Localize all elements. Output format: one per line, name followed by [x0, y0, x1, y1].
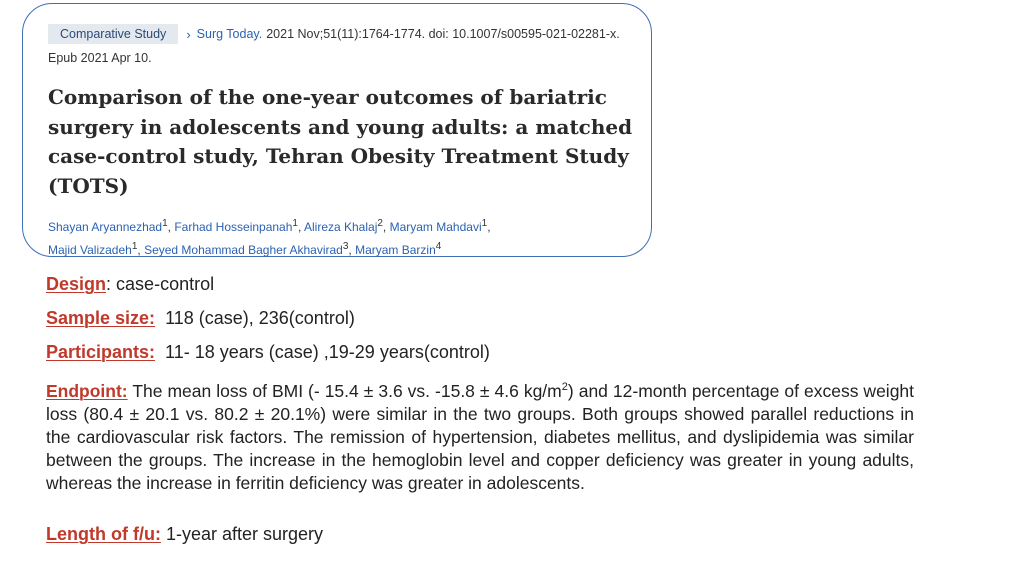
sample-size-row — [46, 308, 355, 329]
participants-label: Participants: — [46, 342, 156, 362]
author-link[interactable]: Majid Valizadeh — [48, 243, 132, 257]
article-type-badge[interactable]: Comparative Study — [48, 24, 178, 44]
affiliation-number[interactable]: 2 — [377, 218, 383, 229]
affiliation-number[interactable]: 1 — [481, 218, 488, 229]
followup-row — [46, 524, 323, 545]
endpoint-text-start: The mean loss of BMI (- 15.4 ± 3.6 vs. -15.8 ± 4.6 kg/m — [132, 380, 562, 401]
sample-size-value: 118 (case), 236(control) — [165, 308, 355, 328]
author-item — [304, 220, 383, 234]
endpoint-row — [46, 376, 914, 495]
affiliation-number[interactable]: 3 — [342, 241, 349, 252]
author-item — [174, 220, 298, 234]
followup-label: Length of f/u: — [46, 524, 161, 544]
citation-meta — [48, 24, 620, 44]
design-row — [46, 274, 214, 295]
endpoint-superscript: 2 — [561, 381, 568, 393]
followup-value: 1-year after surgery — [165, 524, 324, 544]
affiliation-number[interactable]: 1 — [292, 218, 298, 229]
author-item — [48, 243, 137, 257]
author-item — [144, 243, 348, 257]
author-link[interactable]: Alireza Khalaj — [303, 220, 378, 234]
author-link[interactable]: Maryam Mahdavi — [389, 220, 482, 234]
citation-reference: 2021 Nov;51(11):1764-1774. doi: 10.1007/s00595-021-02281-x. — [266, 27, 620, 41]
author-link[interactable]: Farhad Hosseinpanah — [174, 220, 293, 234]
author-item — [355, 243, 441, 257]
design-label: Design — [46, 274, 107, 294]
author-link[interactable]: Shayan Aryannezhad — [48, 220, 163, 234]
affiliation-number[interactable]: 1 — [162, 218, 168, 229]
design-separator: : — [106, 274, 112, 294]
design-value: case-control — [116, 274, 215, 294]
journal-link[interactable]: Surg Today. — [196, 27, 263, 41]
author-link[interactable]: Maryam Barzin — [355, 243, 436, 257]
affiliation-number[interactable]: 1 — [131, 241, 138, 252]
endpoint-text-end: ) and 12-month percentage of excess weight loss (80.4 ± 20.1 vs. 80.2 ± 20.1%) were similar in the two groups. Both groups showed parallel reductions in the cardiovascular risk factors. The remission of hypertension, diabetes mellitus, and dyslipidemia was similar between the groups. The increase in the hemoglobin level and copper deficiency was greater in young adults, whereas the increase in ferritin deficiency was greater in adolescents. — [46, 380, 915, 493]
citation-card — [22, 3, 652, 257]
author-list: Shayan Aryannezhad$^1$, Farhad Hosseinpanah$^1$, Alireza Khalaj$^2$, Maryam Mahdavi$^1$, Majid Valizadeh$^1$, Seyed Mohammad Bagher Akhavirad$^3$, Maryam Barzin$^4$ — [48, 218, 491, 257]
affiliation-number[interactable]: 4 — [435, 241, 442, 252]
author-item — [390, 220, 488, 234]
endpoint-label: Endpoint: — [46, 380, 128, 401]
participants-row — [46, 342, 490, 363]
author-link[interactable]: Seyed Mohammad Bagher Akhavirad — [144, 243, 343, 257]
article-title: Comparison of the one-year outcomes of bariatric surgery in adolescents and young adults: a matched case-control study, Tehran Obesity Treatment Study (TOTS) — [48, 85, 633, 198]
author-item — [48, 220, 168, 234]
epub-date: Epub 2021 Apr 10. — [48, 51, 152, 65]
sample-size-label: Sample size: — [46, 308, 156, 328]
chevron-right-icon: › — [186, 26, 191, 42]
participants-value: 11- 18 years (case) ,19-29 years(control) — [165, 342, 490, 362]
